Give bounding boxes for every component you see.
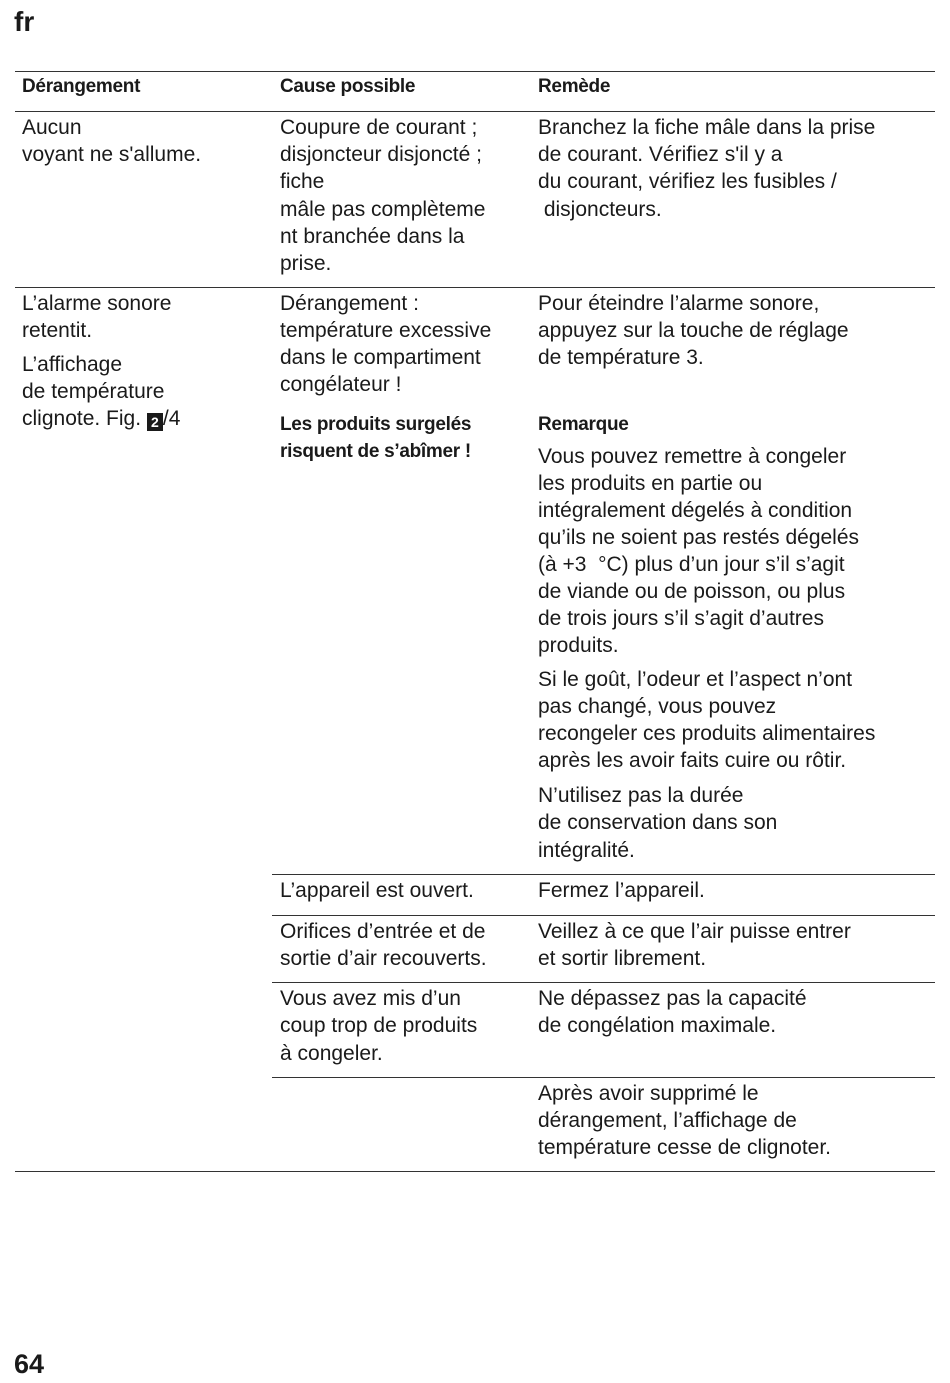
row4-remedy-line: Veillez à ce que l’air puisse entrer xyxy=(538,920,851,943)
row1-remedy-line: du courant, vérifiez les fusibles / xyxy=(538,170,837,193)
row1-cause-line: mâle pas complèteme xyxy=(280,198,486,221)
row6-remedy-line: température cesse de clignoter. xyxy=(538,1136,831,1159)
note-p1-line: qu’ils ne soient pas restés dégelés xyxy=(538,526,860,549)
row3-bottom-rule xyxy=(272,915,935,916)
row2-remedy-line: de température 3. xyxy=(538,346,704,369)
row5-cause-line: à congeler. xyxy=(280,1042,383,1065)
row6-remedy-line: dérangement, l’affichage de xyxy=(538,1109,797,1132)
row5-cause-line: Vous avez mis d’un xyxy=(280,987,461,1010)
row1-cause-line: prise. xyxy=(280,252,332,275)
row2-cause-line: congélateur ! xyxy=(280,373,402,396)
row1-cause-line: Coupure de courant ; xyxy=(280,116,478,139)
note-p3-line: intégralité. xyxy=(538,839,635,862)
row2-problem-line: retentit. xyxy=(22,319,93,342)
row4-bottom-rule xyxy=(272,982,935,983)
note-p1-line: intégralement dégelés à condition xyxy=(538,499,853,522)
note-p1-line: produits. xyxy=(538,634,619,657)
note-p1-line: de trois jours s’il s’agit d’autres xyxy=(538,607,824,630)
row2-warning-line: risquent de s’abîmer ! xyxy=(280,441,471,462)
table-bottom-rule xyxy=(15,1171,935,1172)
row1-problem-line: Aucun xyxy=(22,116,82,139)
row2-cause-line: dans le compartiment xyxy=(280,346,481,369)
row4-remedy-line: et sortir librement. xyxy=(538,947,707,970)
note-p2-line: pas changé, vous pouvez xyxy=(538,695,777,718)
header-remedy: Remède xyxy=(538,76,611,97)
language-marker: fr xyxy=(14,6,35,37)
row5-bottom-rule xyxy=(272,1077,935,1078)
row4-cause-line: sortie d’air recouverts. xyxy=(280,947,487,970)
note-p2-line: Si le goût, l’odeur et l’aspect n’ont xyxy=(538,668,853,691)
row1-cause-line: disjoncteur disjoncté ; xyxy=(280,143,482,166)
row3-cause-line: L’appareil est ouvert. xyxy=(280,879,474,902)
row2-remedy-line: appuyez sur la touche de réglage xyxy=(538,319,849,342)
note-p2-line: après les avoir faits cuire ou rôtir. xyxy=(538,749,847,772)
row1-cause-line: nt branchée dans la xyxy=(280,225,465,248)
header-cause: Cause possible xyxy=(280,76,416,97)
row1-remedy-line: disjoncteurs. xyxy=(538,198,662,221)
row2-remedy-line: Pour éteindre l’alarme sonore, xyxy=(538,292,820,315)
table-top-rule xyxy=(15,71,935,72)
row2-problem-fig-line xyxy=(22,405,180,432)
row1-remedy-line: Branchez la fiche mâle dans la prise xyxy=(538,116,876,139)
row3-remedy-line: Fermez l’appareil. xyxy=(538,879,705,902)
header-bottom-rule xyxy=(15,111,935,112)
row2-cause-line: température excessive xyxy=(280,319,492,342)
fig-suffix: /4 xyxy=(162,407,181,430)
row5-remedy-line: Ne dépassez pas la capacité xyxy=(538,987,807,1010)
row2-problem-line: de température xyxy=(22,380,165,403)
row5-cause-line: coup trop de produits xyxy=(280,1014,478,1037)
row1-cause-line: fiche xyxy=(280,170,325,193)
row1-bottom-rule xyxy=(15,287,935,288)
row4-cause-line: Orifices d’entrée et de xyxy=(280,920,486,943)
page-number: 64 xyxy=(14,1349,45,1379)
note-p1-line: (à +3 °C) plus d’un jour s’il s’agit xyxy=(538,553,845,576)
figure-number-badge: 2 xyxy=(147,413,163,431)
row6-remedy-line: Après avoir supprimé le xyxy=(538,1082,759,1105)
row2-problem-line: L’alarme sonore xyxy=(22,292,172,315)
note-p2-line: recongeler ces produits alimentaires xyxy=(538,722,876,745)
note-p3-line: de conservation dans son xyxy=(538,811,778,834)
fig-prefix: clignote. Fig. xyxy=(22,407,147,430)
row5-remedy-line: de congélation maximale. xyxy=(538,1014,777,1037)
note-p1-line: de viande ou de poisson, ou plus xyxy=(538,580,846,603)
row2-cause-line: Dérangement : xyxy=(280,292,419,315)
note-p3-line: N’utilisez pas la durée xyxy=(538,784,744,807)
row2-problem-line: L’affichage xyxy=(22,353,123,376)
note-p1-line: Vous pouvez remettre à congeler xyxy=(538,445,847,468)
note-p1-line: les produits en partie ou xyxy=(538,472,763,495)
row2-warning-line: Les produits surgelés xyxy=(280,414,472,435)
row1-problem-line: voyant ne s'allume. xyxy=(22,143,202,166)
row2-bottom-rule xyxy=(272,874,935,875)
row1-remedy-line: de courant. Vérifiez s'il y a xyxy=(538,143,783,166)
note-title: Remarque xyxy=(538,414,629,435)
header-problem: Dérangement xyxy=(22,76,141,97)
